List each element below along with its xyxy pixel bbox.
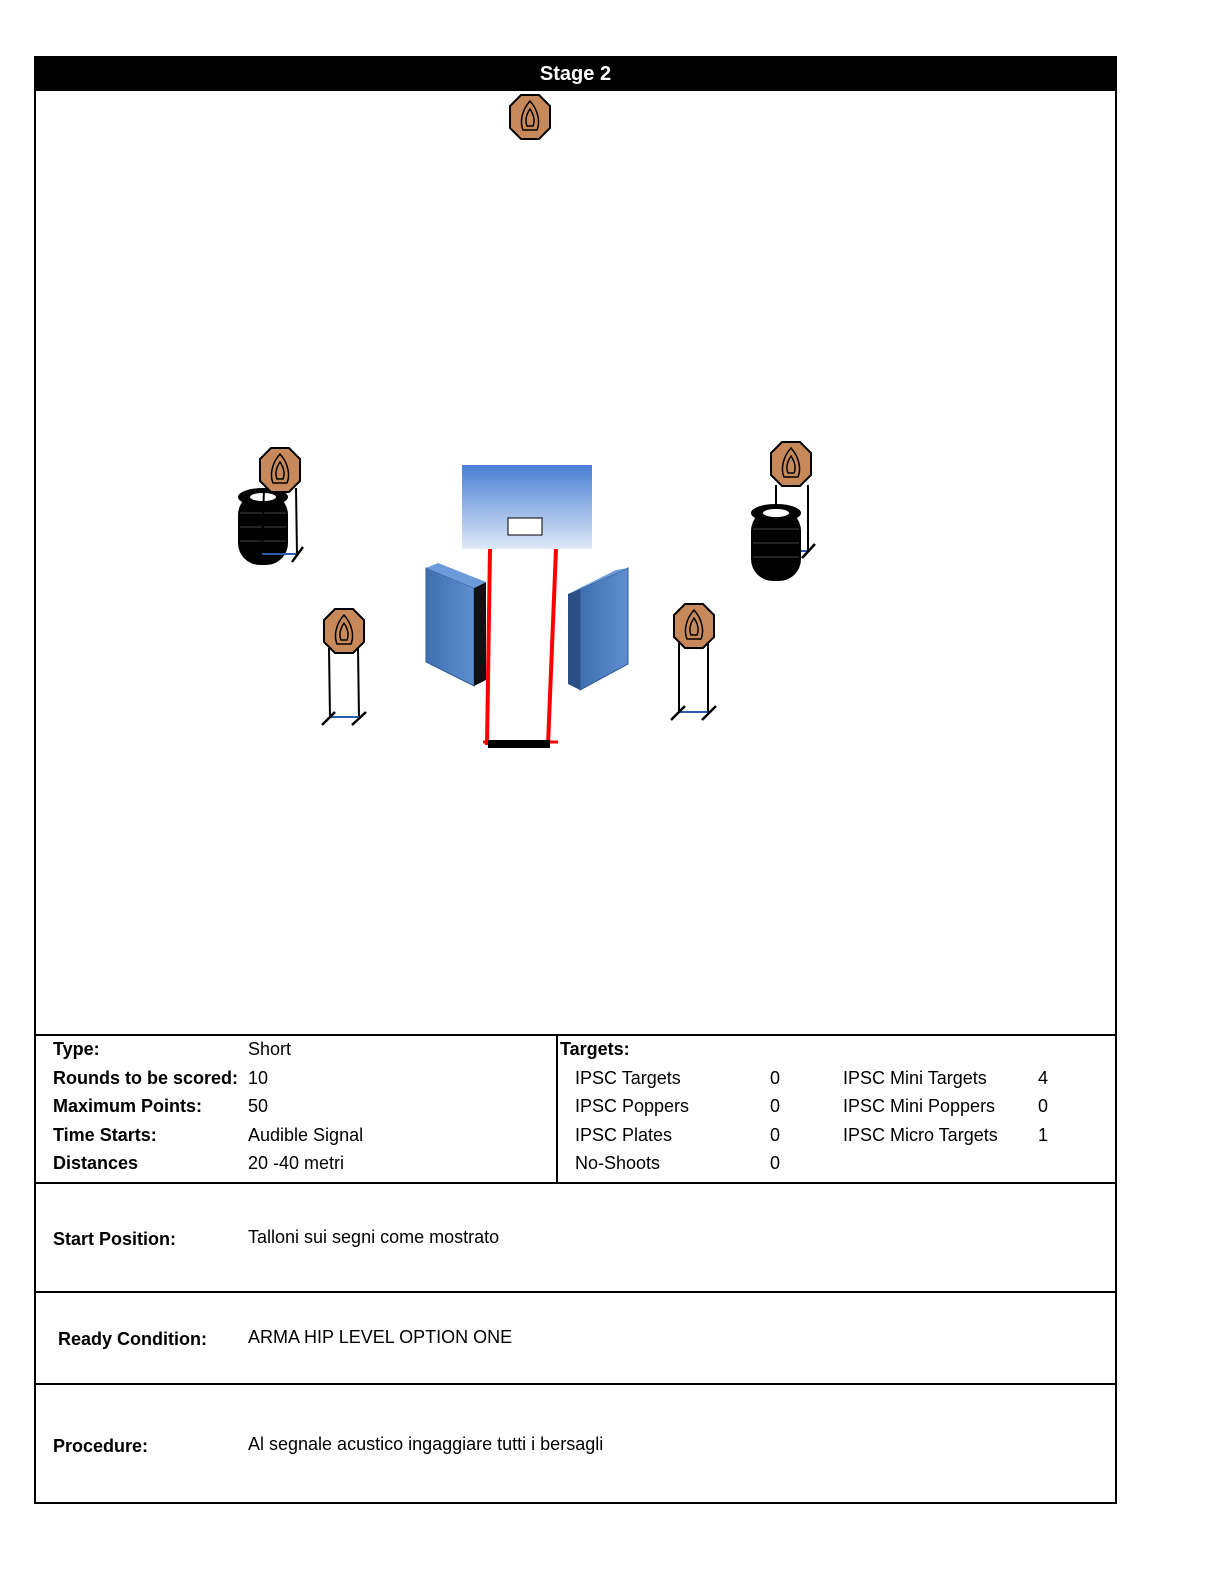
barrier-wall-left xyxy=(426,563,486,686)
target-count: 1 xyxy=(1038,1125,1049,1145)
target-count: 0 xyxy=(770,1125,781,1145)
target-label: IPSC Plates xyxy=(575,1125,673,1145)
table-board xyxy=(462,465,592,549)
divider-start xyxy=(36,1291,1115,1293)
micro-target-far xyxy=(510,95,550,139)
target-count: 0 xyxy=(770,1068,781,1088)
time-starts-label: Time Starts: xyxy=(53,1125,157,1145)
target-count: 0 xyxy=(770,1153,781,1173)
max-points-value: 50 xyxy=(248,1096,269,1116)
divider-diagram xyxy=(36,1034,1115,1036)
divider-info xyxy=(36,1182,1115,1184)
divider-info-targets xyxy=(556,1034,558,1182)
time-starts-value: Audible Signal xyxy=(248,1125,364,1145)
target-count: 0 xyxy=(1038,1096,1049,1116)
mini-target-right-front xyxy=(671,604,716,720)
start-position-value: Talloni sui segni come mostrato xyxy=(248,1227,500,1247)
rounds-label: Rounds to be scored: xyxy=(53,1068,239,1088)
stage-title: Stage 2 xyxy=(36,58,1115,91)
max-points-label: Maximum Points: xyxy=(53,1096,203,1116)
procedure-value: Al segnale acustico ingaggiare tutti i bersagli xyxy=(248,1434,604,1454)
type-value: Short xyxy=(248,1039,292,1059)
mini-target-left-back xyxy=(260,448,303,562)
mini-target-left-front xyxy=(322,609,366,725)
shooting-box xyxy=(483,549,558,748)
stage-sheet xyxy=(34,56,1117,1504)
type-label: Type: xyxy=(53,1039,100,1059)
target-label: IPSC Micro Targets xyxy=(843,1125,998,1145)
ready-condition-value: ARMA HIP LEVEL OPTION ONE xyxy=(248,1327,513,1347)
start-position-label: Start Position: xyxy=(53,1229,177,1249)
mini-target-right-back xyxy=(771,442,815,558)
tire-stack-right xyxy=(751,504,801,581)
procedure-label: Procedure: xyxy=(53,1436,149,1456)
targets-heading: Targets: xyxy=(560,1039,630,1059)
target-label: IPSC Mini Targets xyxy=(843,1068,987,1088)
distances-value: 20 -40 metri xyxy=(248,1153,345,1173)
tire-stack-left xyxy=(238,488,288,565)
target-count: 4 xyxy=(1038,1068,1049,1088)
rounds-value: 10 xyxy=(248,1068,269,1088)
target-label: IPSC Targets xyxy=(575,1068,681,1088)
target-label: IPSC Mini Poppers xyxy=(843,1096,996,1116)
target-label: No-Shoots xyxy=(575,1153,661,1173)
target-count: 0 xyxy=(770,1096,781,1116)
barrier-wall-right xyxy=(568,568,628,690)
ready-condition-label: Ready Condition: xyxy=(58,1329,207,1349)
distances-label: Distances xyxy=(53,1153,139,1173)
divider-ready xyxy=(36,1383,1115,1385)
target-label: IPSC Poppers xyxy=(575,1096,690,1116)
